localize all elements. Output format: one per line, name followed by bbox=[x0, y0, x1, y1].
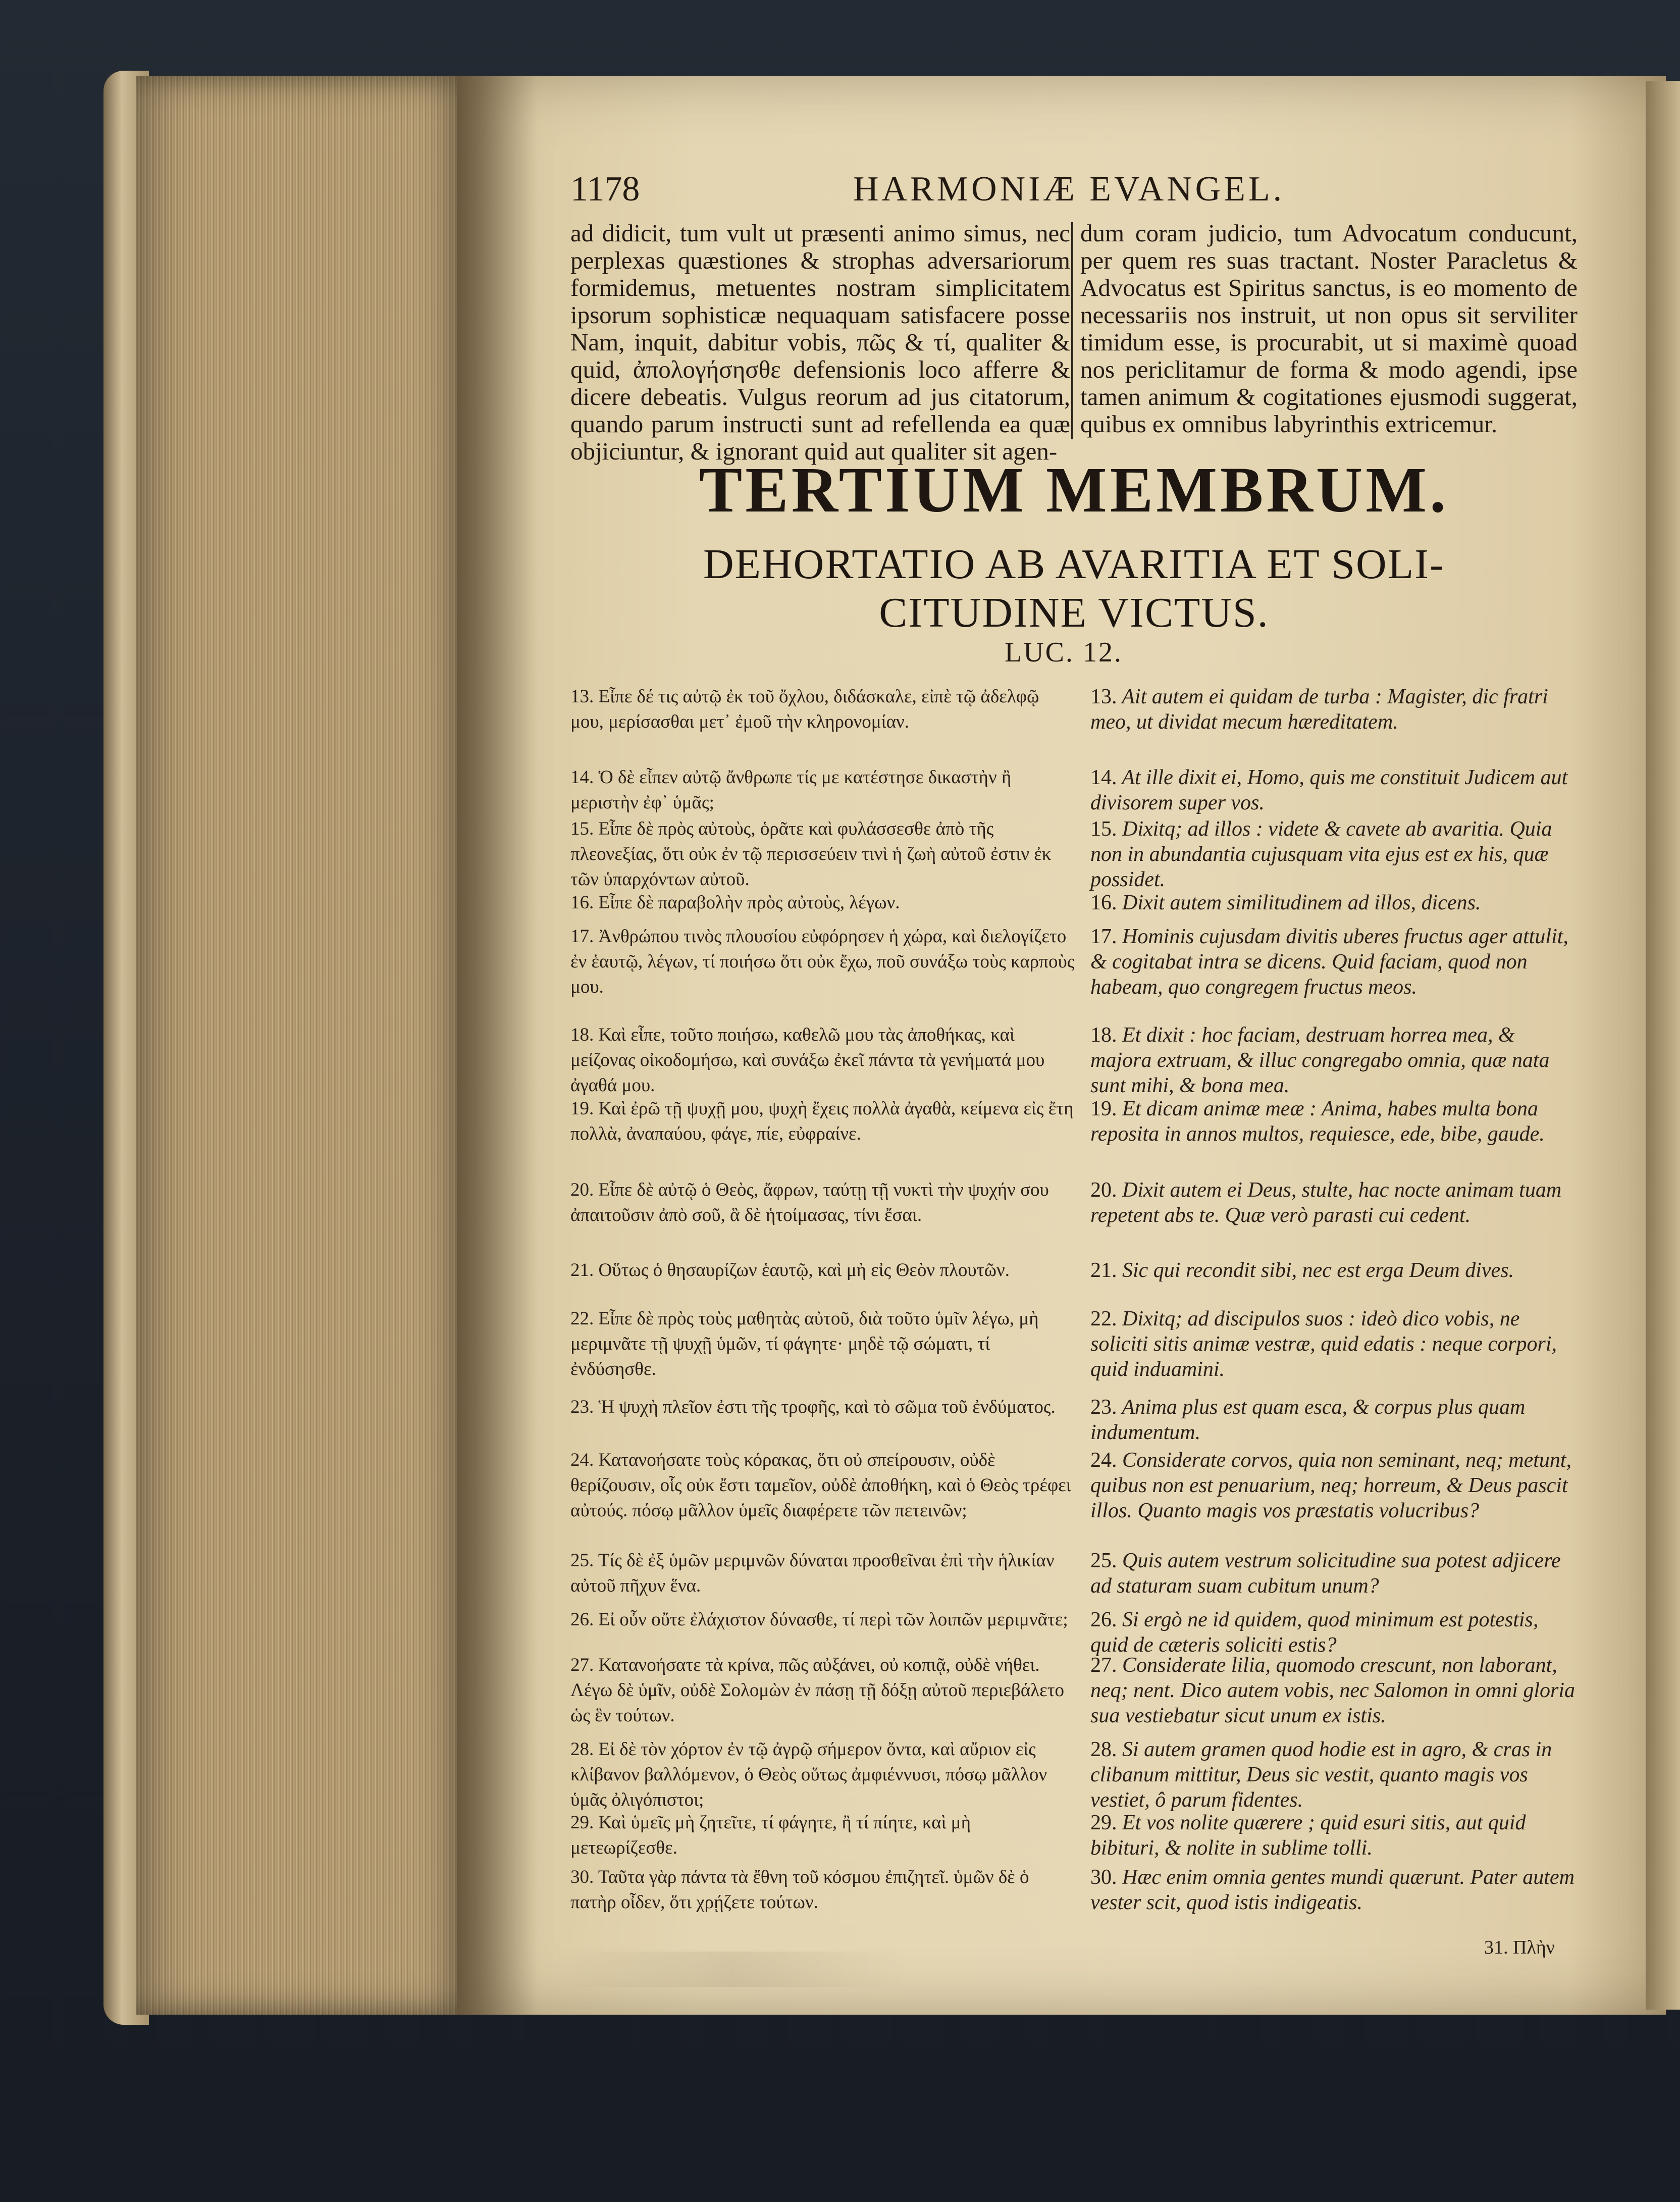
greek-verse bbox=[570, 684, 1075, 735]
latin-verse bbox=[1090, 1177, 1578, 1228]
verse-number: 21. bbox=[570, 1260, 594, 1281]
latin-text: Dixit autem ei Deus, stulte, hac nocte animam tuam repetent abs te. Quæ verò parasti cui cedent. bbox=[1090, 1179, 1562, 1227]
prose-column-left bbox=[570, 219, 1070, 465]
section-subheading bbox=[570, 540, 1578, 637]
prose-right-text: dum coram judicio, tum Advocatum conducunt, per quem res suas tractant. Noster Paracletus & Advocatus est Spiritus sanctus, is eo momento de necessariis nos instruit, ut non opus sit serviliter timidum esse, is procurabit, ut si maximè quoad nos periclitamur de forma & modo agendi, ipse tamen animum & cogitationes ejusmodi suggerat, quibus ex omnibus labyrinthis extricemur. bbox=[1080, 219, 1578, 438]
greek-verse bbox=[570, 1306, 1075, 1382]
verse-number: 26. bbox=[570, 1609, 594, 1630]
verse-number: 27. bbox=[1090, 1654, 1117, 1677]
greek-text: Ὁ δὲ εἶπεν αὐτῷ ἄνθρωπε τίς με κατέστησε δικαστὴν ἢ μεριστὴν ἐφ᾽ ὑμᾶς; bbox=[570, 767, 1012, 813]
latin-verse bbox=[1090, 890, 1578, 915]
latin-verse bbox=[1090, 1306, 1578, 1382]
greek-verse bbox=[570, 1022, 1075, 1098]
greek-text: Εἰ οὖν οὔτε ἐλάχιστον δύνασθε, τί περὶ τῶν λοιπῶν μεριμνᾶτε; bbox=[598, 1609, 1068, 1630]
verse-number: 28. bbox=[1090, 1738, 1117, 1761]
greek-text: Εἶπε δὲ πρὸς αὐτοὺς, ὁρᾶτε καὶ φυλάσσεσθε ἀπὸ τῆς πλεονεξίας, ὅτι οὐκ ἐν τῷ περισσεύειν τινὶ ἡ ζωὴ αὐτοῦ ἐστιν ἐκ τῶν ὑπαρχόντων αὐτοῦ. bbox=[570, 818, 1052, 890]
verse-number: 25. bbox=[570, 1550, 594, 1571]
verse-number: 29. bbox=[1090, 1811, 1117, 1834]
greek-text: Τίς δὲ ἐξ ὑμῶν μεριμνῶν δύναται προσθεῖναι ἐπὶ τὴν ἡλικίαν αὐτοῦ πῆχυν ἕνα. bbox=[570, 1550, 1055, 1596]
latin-verse bbox=[1090, 1395, 1578, 1445]
page-stack-edges bbox=[136, 76, 464, 2015]
chapter-reference: LUC. 12. bbox=[1005, 637, 1123, 668]
subheading-line-1: DEHORTATIO AB AVARITIA ET SOLI- bbox=[703, 541, 1445, 588]
prose-left-text: ad didicit, tum vult ut præsenti animo simus, nec perplexas quæstiones & strophas adversariorum formidemus, metuentes nostram simplicitatem ipsorum sophisticæ nequaquam satisfacere posse Nam, inquit, dabitur vobis, πῶς & τί, qualiter & quid, ἀπολογήσησθε defensionis loco afferre & dicere debeatis. Vulgus reorum ad jus citatorum, quando parum instructi sunt ad refellenda ea quæ objiciuntur, & ignorant quid aut qualiter sit agen- bbox=[570, 219, 1070, 465]
latin-verse bbox=[1090, 924, 1578, 1000]
greek-verse bbox=[570, 1096, 1075, 1147]
greek-verse bbox=[570, 1607, 1075, 1632]
greek-verse bbox=[570, 890, 1075, 915]
verse-number: 24. bbox=[570, 1450, 594, 1470]
spine-shadow bbox=[457, 76, 538, 2015]
prose-column-right bbox=[1080, 220, 1578, 447]
verse-number: 17. bbox=[570, 926, 594, 947]
latin-text: Anima plus est quam esca, & corpus plus quam indumentum. bbox=[1090, 1396, 1526, 1444]
verse-number: 23. bbox=[1090, 1396, 1117, 1419]
greek-verse bbox=[570, 1177, 1075, 1228]
ink-bleed-through bbox=[555, 1952, 909, 1987]
latin-text: At ille dixit ei, Homo, quis me constituit Judicem aut divisorem super vos. bbox=[1090, 766, 1568, 814]
verse-number: 15. bbox=[1090, 817, 1117, 841]
verse-number: 20. bbox=[1090, 1179, 1117, 1202]
latin-text: Et dixit : hoc faciam, destruam horrea mea, & majora extruam, & illuc congregabo omnia, quæ nata sunt mihi, & bona mea. bbox=[1090, 1023, 1550, 1097]
greek-text: Εἶπε δέ τις αὐτῷ ἐκ τοῦ ὄχλου, διδάσκαλε, εἰπὲ τῷ ἀδελφῷ μου, μερίσασθαι μετ᾽ ἐμοῦ τὴν κληρονομίαν. bbox=[570, 686, 1039, 732]
latin-verse bbox=[1090, 816, 1578, 892]
latin-text: Et vos nolite quærere ; quid esuri sitis, aut quid bibituri, & nolite in sublime tolli. bbox=[1090, 1811, 1526, 1860]
latin-verse bbox=[1090, 765, 1578, 815]
page-number: 1178 bbox=[570, 170, 640, 209]
column-rule bbox=[1071, 222, 1073, 439]
greek-verse bbox=[570, 1448, 1075, 1523]
latin-text: Considerate corvos, quia non seminant, neq; metunt, quibus non est penuarium, neq; horreum, & Deus pascit illos. Quanto magis vos præstatis volucribus? bbox=[1090, 1449, 1572, 1522]
verse-number: 20. bbox=[570, 1180, 594, 1200]
latin-verse bbox=[1090, 1810, 1578, 1861]
verse-number: 14. bbox=[1090, 766, 1117, 789]
verse-number: 16. bbox=[570, 892, 594, 913]
verse-number: 26. bbox=[1090, 1608, 1117, 1631]
greek-text: Εἶπε δὲ αὐτῷ ὁ Θεὸς, ἄφρων, ταύτῃ τῇ νυκτὶ τὴν ψυχήν σου ἀπαιτοῦσιν ἀπὸ σοῦ, ἃ δὲ ἡτοίμασας, τίνι ἔσαι. bbox=[570, 1180, 1049, 1225]
greek-text: Ταῦτα γὰρ πάντα τὰ ἔθνη τοῦ κόσμου ἐπιζητεῖ. ὑμῶν δὲ ὁ πατὴρ οἶδεν, ὅτι χρῄζετε τούτων. bbox=[570, 1867, 1029, 1913]
latin-text: Quis autem vestrum solicitudine sua potest adjicere ad staturam suam cubitum unum? bbox=[1090, 1549, 1561, 1598]
verse-number: 14. bbox=[570, 767, 594, 788]
verse-number: 28. bbox=[570, 1739, 594, 1760]
greek-text: Ἀνθρώπου τινὸς πλουσίου εὐφόρησεν ἡ χώρα, καὶ διελογίζετο ἐν ἑαυτῷ, λέγων, τί ποιήσω ὅτι οὐκ ἔχω, ποῦ συνάξω τοὺς καρποὺς μου. bbox=[570, 926, 1075, 997]
greek-text: Κατανοήσατε τοὺς κόρακας, ὅτι οὐ σπείρουσιν, οὐδὲ θερίζουσιν, οἷς οὐκ ἔστι ταμεῖον, οὐδὲ ἀποθήκη, καὶ ὁ Θεὸς τρέφει αὐτούς. πόσῳ μᾶλλον ὑμεῖς διαφέρετε τῶν πετεινῶν; bbox=[570, 1450, 1071, 1521]
latin-text: Hæc enim omnia gentes mundi quærunt. Pater autem vester scit, quod istis indigeatis. bbox=[1090, 1866, 1574, 1914]
verse-number: 24. bbox=[1090, 1449, 1117, 1472]
catchword: 31. Πλὴν bbox=[1484, 1937, 1555, 1958]
greek-text: Εἶπε δὲ πρὸς τοὺς μαθητὰς αὐτοῦ, διὰ τοῦτο ὑμῖν λέγω, μὴ μεριμνᾶτε τῇ ψυχῇ ὑμῶν, τί φάγητε· μηδὲ τῷ σώματι, τί ἐνδύσησθε. bbox=[570, 1308, 1039, 1379]
verse-number: 17. bbox=[1090, 925, 1117, 948]
latin-text: Dixitq; ad discipulos suos : ideò dico vobis, ne soliciti sitis animæ vestræ, quid edatis : neque corpori, quid induamini. bbox=[1090, 1307, 1557, 1381]
verse-number: 23. bbox=[570, 1397, 594, 1417]
latin-text: Dixit autem similitudinem ad illos, dicens. bbox=[1122, 891, 1481, 914]
verse-number: 19. bbox=[1090, 1097, 1117, 1120]
latin-text: Et dicam animæ meæ : Anima, habes multa bona reposita in annos multos, requiesce, ede, bibe, gaude. bbox=[1090, 1097, 1545, 1146]
greek-text: Οὕτως ὁ θησαυρίζων ἑαυτῷ, καὶ μὴ εἰς Θεὸν πλουτῶν. bbox=[598, 1260, 1010, 1281]
latin-verse bbox=[1090, 1448, 1578, 1523]
greek-verse bbox=[570, 765, 1075, 815]
verse-number: 13. bbox=[1090, 685, 1117, 708]
latin-text: Considerate lilia, quomodo crescunt, non laborant, neq; nent. Dico autem vobis, nec Salomon in omni gloria sua vestiebatur sicut unum ex istis. bbox=[1090, 1654, 1576, 1727]
latin-verse bbox=[1090, 1737, 1578, 1813]
latin-verse bbox=[1090, 1548, 1578, 1599]
verse-number: 22. bbox=[570, 1308, 594, 1329]
greek-text: Ἡ ψυχὴ πλεῖον ἐστι τῆς τροφῆς, καὶ τὸ σῶμα τοῦ ἐνδύματος. bbox=[598, 1397, 1056, 1417]
greek-verse bbox=[570, 1258, 1075, 1283]
latin-verse bbox=[1090, 1607, 1578, 1658]
greek-verse bbox=[570, 1395, 1075, 1420]
latin-text: Hominis cujusdam divitis uberes fructus ager attulit, & cogitabat intra se dicens. Quid faciam, quod non habeam, quo congregem fructus meos. bbox=[1090, 925, 1568, 999]
facing-page-edge bbox=[1646, 81, 1680, 2010]
greek-verse bbox=[570, 1810, 1075, 1861]
verse-number: 29. bbox=[570, 1812, 594, 1833]
verse-number: 13. bbox=[570, 686, 594, 707]
greek-verse bbox=[570, 1865, 1075, 1915]
verse-number: 19. bbox=[570, 1098, 594, 1119]
latin-text: Si autem gramen quod hodie est in agro, & cras in clibanum mittitur, Deus sic vestit, quanto magis vos vestiet, ô parum fidentes. bbox=[1090, 1738, 1552, 1812]
verse-number: 18. bbox=[1090, 1023, 1117, 1047]
greek-verse bbox=[570, 1548, 1075, 1599]
verse-number: 15. bbox=[570, 818, 594, 839]
greek-verse bbox=[570, 1653, 1075, 1728]
verse-number: 30. bbox=[570, 1867, 594, 1887]
verse-number: 27. bbox=[570, 1655, 594, 1675]
latin-verse bbox=[1090, 1865, 1578, 1915]
latin-verse bbox=[1090, 1258, 1578, 1283]
greek-text: Καὶ εἶπε, τοῦτο ποιήσω, καθελῶ μου τὰς ἀποθήκας, καὶ μείζονας οἰκοδομήσω, καὶ συνάξω ἐκεῖ πάντα τὰ γενήματά μου ἀγαθά μου. bbox=[570, 1025, 1045, 1096]
greek-text: Εἶπε δὲ παραβολὴν πρὸς αὐτοὺς, λέγων. bbox=[598, 892, 900, 913]
greek-verse bbox=[570, 1737, 1075, 1813]
running-head bbox=[570, 169, 1570, 215]
verse-number: 25. bbox=[1090, 1549, 1117, 1572]
greek-verse bbox=[570, 816, 1075, 892]
verse-number: 30. bbox=[1090, 1866, 1117, 1889]
greek-verse bbox=[570, 924, 1075, 1000]
latin-verse bbox=[1090, 1653, 1578, 1728]
greek-text: Εἰ δὲ τὸν χόρτον ἐν τῷ ἀγρῷ σήμερον ὄντα, καὶ αὔριον εἰς κλίβανον βαλλόμενον, ὁ Θεὸς οὕτως ἀμφιέννυσι, πόσῳ μᾶλλον ὑμᾶς ὀλιγόπιστοι; bbox=[570, 1739, 1047, 1810]
latin-text: Ait autem ei quidam de turba : Magister, dic fratri meo, ut dividat mecum hæreditatem. bbox=[1090, 685, 1548, 734]
latin-verse bbox=[1090, 1022, 1578, 1098]
verse-number: 21. bbox=[1090, 1259, 1117, 1282]
greek-text: Κατανοήσατε τὰ κρίνα, πῶς αὐξάνει, οὐ κοπιᾷ, οὐδὲ νήθει. Λέγω δὲ ὑμῖν, οὐδὲ Σολομὼν ἐν πάσῃ τῇ δόξῃ αὐτοῦ περιεβάλετο ὡς ἓν τούτων. bbox=[570, 1655, 1065, 1726]
latin-verse bbox=[1090, 684, 1578, 735]
running-title: HARMONIÆ EVANGEL. bbox=[853, 170, 1285, 209]
greek-text: Καὶ ἐρῶ τῇ ψυχῇ μου, ψυχὴ ἔχεις πολλὰ ἀγαθὰ, κείμενα εἰς ἔτη πολλὰ, ἀναπαύου, φάγε, πίε, εὐφραίνε. bbox=[570, 1098, 1074, 1144]
verse-number: 16. bbox=[1090, 891, 1117, 914]
verse-number: 18. bbox=[570, 1025, 594, 1045]
latin-text: Dixitq; ad illos : videte & cavete ab avaritia. Quia non in abundantia cujusquam vita ejus est ex his, quæ possidet. bbox=[1090, 817, 1552, 891]
latin-text: Si ergò ne id quidem, quod minimum est potestis, quid de cæteris soliciti estis? bbox=[1090, 1608, 1539, 1657]
section-heading: TERTIUM MEMBRUM. bbox=[699, 454, 1449, 526]
verse-number: 22. bbox=[1090, 1307, 1117, 1330]
greek-text: Καὶ ὑμεῖς μὴ ζητεῖτε, τί φάγητε, ἢ τί πίητε, καὶ μὴ μετεωρίζεσθε. bbox=[570, 1812, 971, 1858]
latin-verse bbox=[1090, 1096, 1578, 1147]
subheading-line-2: CITUDINE VICTUS. bbox=[879, 589, 1269, 636]
latin-text: Sic qui recondit sibi, nec est erga Deum dives. bbox=[1122, 1259, 1514, 1282]
